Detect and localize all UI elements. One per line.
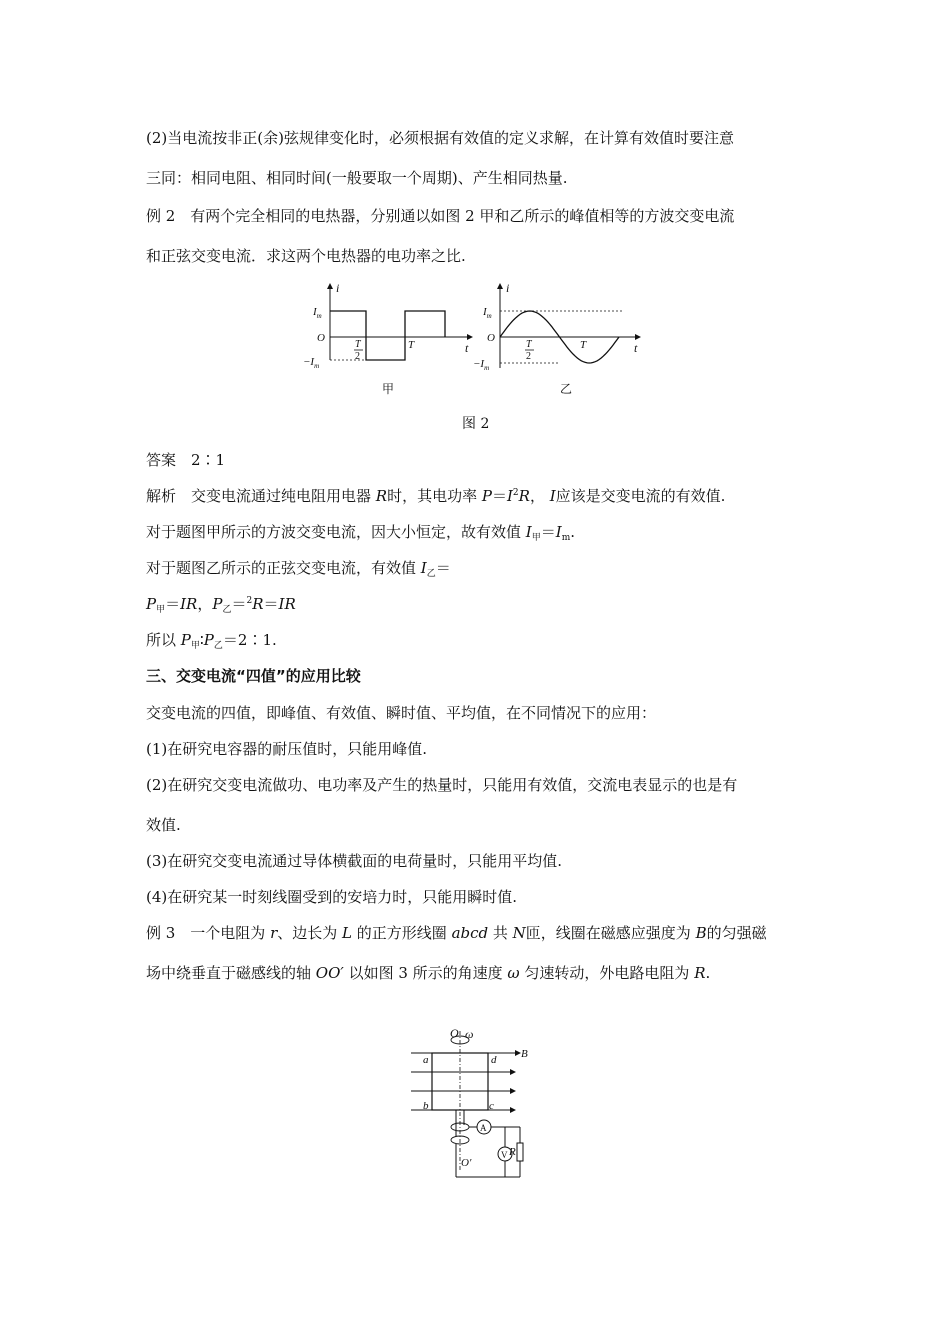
label-T-half-num: T — [526, 339, 532, 350]
example-2-line: 和正弦交变电流．求这两个电热器的电功率之比. — [146, 247, 466, 265]
example-2-line: 例 2 有两个完全相同的电热器，分别通以如图 2 甲和乙所示的峰值相等的方波交变电流 — [146, 207, 735, 225]
caption-right: 乙 — [560, 382, 573, 396]
label-origin: O — [487, 332, 495, 344]
answer-line: 答案 2∶1 — [146, 451, 226, 469]
caption-left: 甲 — [382, 382, 395, 396]
label-origin: O — [317, 332, 325, 344]
figure-2-sine-wave — [473, 280, 658, 400]
axis-label-i: i — [336, 281, 340, 295]
section-3-item-2-cont: 效值. — [146, 816, 181, 834]
label-R: R — [509, 1146, 516, 1158]
label-neg-Im: $-I_m$ — [473, 358, 490, 372]
analysis-line-3: 对于题图乙所示的正弦交变电流，有效值 $I_乙=$ — [146, 559, 451, 579]
label-T-half-num: T — [355, 339, 361, 350]
ammeter-label: A — [480, 1123, 487, 1133]
label-Im: $I_m$ — [313, 306, 322, 320]
label-T: T — [408, 339, 415, 351]
label-neg-Im: $-I_m$ — [303, 356, 320, 370]
figure-3-coil-diagram — [405, 1025, 540, 1180]
label-T-half-den: 2 — [355, 351, 360, 362]
analysis-line-5: 所以 $P_甲∶P_乙=2∶1$. — [146, 631, 277, 651]
label-a: a — [423, 1054, 429, 1066]
paragraph-line: 三同：相同电阻、相同时间(一般要取一个周期)、产生相同热量. — [146, 169, 568, 187]
label-b: b — [423, 1100, 429, 1112]
axis-label-i: i — [506, 281, 510, 295]
voltmeter-label: V — [501, 1150, 508, 1160]
axis-label-t: t — [634, 341, 638, 355]
section-3-intro: 交变电流的四值，即峰值、有效值、瞬时值、平均值，在不同情况下的应用： — [146, 704, 657, 722]
analysis-line-2: 对于题图甲所示的方波交变电流，因大小恒定，故有效值 $I_甲=I_m$. — [146, 523, 576, 543]
figure-2-caption: 图 2 — [462, 416, 490, 432]
label-T-half-den: 2 — [526, 351, 531, 362]
label-c: c — [489, 1100, 494, 1112]
label-d: d — [491, 1054, 497, 1066]
section-3-item-1: (1)在研究电容器的耐压值时，只能用峰值. — [146, 740, 428, 758]
section-3-item-2: (2)在研究交变电流做功、电功率及产生的热量时，只能用有效值，交流电表显示的也是有 — [146, 776, 738, 794]
paragraph-line: (2)当电流按非正(余)弦规律变化时，必须根据有效值的定义求解，在计算有效值时要注意 — [146, 129, 734, 147]
section-3-title: 三、交变电流“四值”的应用比较 — [146, 667, 361, 685]
label-omega: ω — [465, 1027, 474, 1041]
label-T: T — [580, 339, 587, 351]
label-O-prime: O′ — [461, 1157, 472, 1169]
analysis-line-4: $P_甲=IR$，$P_乙=^2R=IR$ — [146, 595, 296, 615]
label-Im: $I_m$ — [483, 306, 492, 320]
figure-2-square-wave — [300, 280, 480, 400]
section-3-item-4: (4)在研究某一时刻线圈受到的安培力时，只能用瞬时值. — [146, 888, 518, 906]
example-3-line-2: 场中绕垂直于磁感线的轴 OO′ 以如图 3 所示的角速度 ω 匀速转动，外电路电阻为 R. — [146, 964, 711, 982]
example-3-line-1: 例 3 一个电阻为 r、边长为 L 的正方形线圈 abcd 共 N匝，线圈在磁感应强度为 B的匀强磁 — [146, 924, 767, 942]
label-B: B — [521, 1048, 528, 1060]
label-O: O — [450, 1026, 459, 1040]
analysis-line-1: 解析 交变电流通过纯电阻用电器 R时，其电功率 $P=I^2R$， I应该是交变电流的有效值. — [146, 487, 726, 505]
axis-label-t: t — [465, 341, 469, 355]
section-3-item-3: (3)在研究交变电流通过导体横截面的电荷量时，只能用平均值. — [146, 852, 563, 870]
